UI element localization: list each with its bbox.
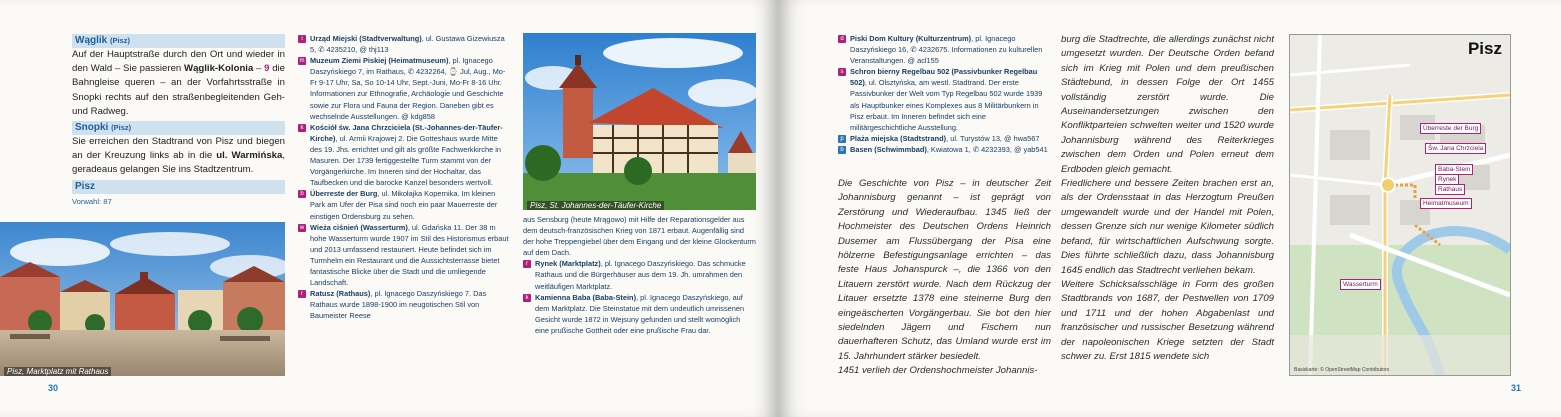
poi-category-icon: b — [298, 190, 306, 198]
poi-name: Basen (Schwimmbad) — [850, 144, 927, 154]
photo-caption: Pisz, St. Johannes-der-Täufer-Kirche — [527, 201, 664, 210]
poi-description: , pl. Ignacego Daszyńskiego 7. Das Rathaus wurde 1898-1900 im neugotischen Stil von Baumeister Reese — [310, 289, 487, 321]
page-number-right: 31 — [1510, 383, 1521, 393]
poi-name: Plaża miejska (Stadtstrand) — [850, 133, 947, 143]
heading-sub: (Pisz) — [110, 36, 131, 45]
section-heading-snopki — [72, 121, 285, 135]
route-marker-number: 9 — [264, 63, 270, 75]
section-heading-waglik — [72, 34, 285, 48]
heading-sub: (Pisz) — [111, 123, 132, 133]
photo-church — [523, 33, 756, 210]
map-label-heimatmuseum: Heimatmuseum — [1420, 198, 1472, 209]
poi-description: , pl. Ignacego Daszyńskiego. Das schmucke Rathaus und die Bürgerhäuser aus dem 19. Jh. umrahmen den weitläufigen Marktplatz. — [535, 259, 746, 291]
poi-description: , ul. Armii Krajowej 2. Die Gotteshaus wurde Mitte des 19. Jhs. errichtet und gilt als größte Fachwerkkirche in Masuren. Der 1739 fertiggestellte Turm stammt von der Vorgängerkirche. Im Inneren sind der Hochaltar, das Taufbecken und die barocke Kanzel besonders wertvoll. — [310, 133, 502, 188]
poi-description: , ul. Turystów 13, @ hwa567 — [946, 133, 1040, 143]
poi-description: , ul. Mikołajka Kopernika. Im kleinen Park am Ufer der Pisa sind noch ein paar Mauerreste der einstigen Ordensburg zu sehen. — [310, 189, 498, 221]
poi-entry — [523, 258, 756, 291]
text: die Bahngleise queren – an der Vorfahrtsstraße in Snopki rechts auf den straßenbegleitenden Geh- und Radweg. — [72, 63, 286, 117]
city-map — [1289, 34, 1511, 376]
poi-category-icon: r — [523, 260, 531, 268]
poi-name: Kościół św. Jana Chrzciciela (St.-Johannes-der-Täufer-Kirche) — [310, 122, 503, 143]
poi-continuation: aus Sensburg (heute Mrągowo) mit Hilfe der Reparationsgelder aus dem deutsch-französischen Krieg von 1871 erbaut. Augenfällig sind der hohe Treppengiebel über dem Eingang und der kleine Glockenturm auf dem Dach. — [523, 215, 756, 258]
poi-name: Kamienna Baba (Baba-Stein) — [535, 292, 637, 302]
photo-market-square — [0, 222, 285, 376]
poi-name: Piski Dom Kultury (Kulturzentrum) — [850, 34, 972, 43]
map-label-rathaus: Rathaus — [1435, 184, 1465, 195]
poi-description: , pl. Ignacego Daszyńskiego 7, im Rathaus, ✆ 4232264, ⌚ Jul, Aug., Mo-Fr 9-17 Uhr, Sa, So 10-14 Uhr, Sept.-Juni, Mo-Fr 8-16 Uhr. Informationen zur Ethnografie, Archäologie und Geschichte sowie zur Flora und Fauna der Region. Daneben gibt es wechselnde Ausstellungen. @ kdg858 — [310, 56, 506, 121]
map-title: Pisz — [1467, 39, 1502, 58]
poi-category-icon: i — [298, 35, 306, 43]
text: – — [253, 63, 265, 75]
poi-category-icon: r — [298, 290, 306, 298]
place-name: Wąglik-Kolonia — [184, 63, 254, 75]
poi-category-icon: k — [523, 294, 531, 302]
history-paragraph: Weitere Schicksalsschläge in Form des großen Stadtbrands von 1687, der Pestwellen von 1709 und 1711 und der hohen Abgabenlast und französischer und russischer Besetzung während der napoleonischen Kriege setzten der Stadt schwer zu. Erst 1815 wendete sich — [1061, 278, 1274, 362]
poi-entry — [298, 188, 510, 221]
poi-description: , ul. Gustawa Gizewiusza 5, ✆ 4235210, @ thj113 — [310, 34, 505, 55]
text: Auf der Hauptstraße durch den Ort und wieder in den Wald – Sie passieren — [72, 49, 285, 75]
poi-category-icon: w — [299, 224, 305, 231]
left-page — [0, 0, 778, 417]
poi-list-b-items — [523, 258, 756, 336]
poi-list-right — [838, 33, 1050, 155]
poi-category-icon: s — [838, 68, 846, 76]
map-label-wasserturm: Wasserturm — [1340, 279, 1381, 290]
heading-text: Wąglik — [75, 35, 108, 46]
map-label-church: Św. Jana Chrzciela — [1425, 143, 1486, 154]
poi-category-icon: m — [299, 58, 305, 65]
history-paragraph: 1451 verlieh der Ordenshochmeister Johannis- — [838, 365, 1038, 377]
photo-caption: Pisz, Marktplatz mit Rathaus — [4, 367, 111, 376]
poi-name: Muzeum Ziemi Piskiej (Heimatmuseum) — [310, 56, 449, 66]
section-heading-pisz — [72, 180, 285, 194]
poi-category-icon: k — [298, 124, 306, 132]
map-credit: Basiskarte: © OpenStreetMap Contributors — [1294, 367, 1390, 373]
route-description — [72, 32, 285, 209]
snopki-paragraph — [72, 135, 285, 178]
poi-name: Überreste der Burg — [310, 189, 378, 199]
waglik-paragraph — [72, 48, 285, 119]
poi-description: , ul. Olsztyńska, am westl. Stadtrand. Der erste Passivbunker der Welt vom Typ Regelbau 502 wurde 1939 als Hauptbunker eines Komplexes aus 8 Militärbunkern in Pisz erbaut. Im Inneren befindet sich eine militärgeschichtliche Ausstellung. — [850, 78, 1043, 132]
text: , geradeaus gelangen Sie ins Stadtzentrum. — [72, 150, 286, 176]
poi-name: Urząd Miejski (Stadtverwaltung) — [310, 34, 422, 43]
history-paragraph: Friedlichere und bessere Zeiten brachen erst an, als der Ordensstaat in das Herzogtum Preußen umgewandelt wurde und der Handel mit Polen, dessen Grenze sich nur wenige Kilometer südlich befand, für wirtschaftlichen Aufschwung sorgte. Dies führte schließlich dazu, dass Johannisburg 1645 endlich das Stadtrecht verliehen bekam. — [1061, 178, 1274, 276]
history-column-2 — [1061, 33, 1274, 364]
poi-entry — [298, 55, 510, 122]
poi-entry — [298, 222, 510, 289]
poi-entry — [838, 33, 1050, 66]
history-paragraph: burg die Stadtrechte, die allerdings zunächst nicht umgesetzt wurden. Der Deutsche Orden befand sich im Krieg mit Polen und dem preußischen Städtebund, in dessen Folge der Ort 1455 vollständig zerstört wurde. Die Auseinandersetzungen zwischen den Konfliktparteien schwelten weiter und 1520 wurde Johannisburg während des Reiterkrieges zwischen dem Orden und Polen erneut dem Erdboden gleich gemacht. — [1061, 34, 1274, 175]
map-graphic — [1290, 35, 1510, 375]
map-label-baba-stein: Baba-Stein — [1435, 164, 1473, 175]
poi-name: Schron bierny Regelbau 502 (Passivbunker Regelbau 502) — [850, 67, 1038, 88]
map-label-castle: Überreste der Burg — [1420, 123, 1481, 134]
poi-entry — [838, 133, 1050, 144]
poi-category-icon: d — [838, 35, 846, 43]
poi-entry — [298, 33, 510, 55]
poi-list-a — [298, 33, 510, 321]
poi-category-icon: p — [838, 135, 846, 143]
poi-entry — [523, 292, 756, 336]
poi-name: Ratusz (Rathaus) — [310, 289, 371, 299]
poi-category-icon: b — [838, 146, 846, 154]
street-name: ul. Warmińska — [216, 150, 283, 162]
market-square-image — [0, 222, 285, 376]
poi-description: , pl. Ignacego Daszyńskiego, auf dem Marktplatz. Die Steinstatue mit dem undeutlich umrissenen Gesicht wurde 1872 in Wejsuny gefunden und stellt womöglich eine prußische Gottheit oder eine prußische Frau dar. — [535, 292, 745, 335]
history-paragraph: Die Geschichte von Pisz – in deutscher Zeit Johannisburg genannt – ist geprägt von Zerstörung und Wiederaufbau. 1345 ließ der Hochmeister des Deutschen Ordens Heinrich Dusemer am Flussübergang der Pisa eine hölzerne Befestigungsanlage errichten – das feste Haus Johanspurck –, die 1366 von den Litauern zerstört wurde. Nach dem Rückzug der Litauer ersetzte 1378 eine steinerne Burg den eingeäscherten Vorgängerbau. Sie bot den hier siedelnden Jägern und Fischern nun dauerhafteren Schutz, das Umland wurde erst im 15. Jahrhundert stärker besiedelt. — [838, 178, 1051, 362]
map-label-rynek: Rynek — [1435, 174, 1459, 185]
poi-description: , ul. Gdańska 11. Der 38 m hohe Wasserturm wurde 1907 im Stil des Historismus erbaut und 2013 umfassend restauriert. Heute befindet sich im Turmhelm ein Restaurant und die Aussichtsterrasse bietet fantastische Blicke über die Stadt und die umliegende Landschaft. — [310, 222, 509, 288]
poi-entry — [838, 144, 1050, 155]
history-column-1 — [838, 177, 1051, 379]
church-image — [523, 33, 756, 210]
poi-entry — [298, 288, 510, 321]
poi-name: Rynek (Marktplatz) — [535, 259, 601, 269]
poi-name: Wieża ciśnień (Wasserturm) — [310, 222, 408, 232]
poi-entry — [838, 66, 1050, 133]
heading-text: Pisz — [75, 180, 96, 192]
area-code-note: Vorwahl: 87 — [72, 196, 112, 206]
poi-description: , Kwiatowa 1, ✆ 4232393, @ yab541 — [926, 144, 1048, 154]
poi-list-b — [523, 214, 756, 336]
poi-description: , pl. Ignacego Daszyńskiego 16, ✆ 4232675. Informationen zu kulturellen Veranstaltungen. @ acl155 — [850, 34, 1043, 66]
page-number-left: 30 — [48, 383, 59, 393]
text: Sie erreichen den Stadtrand von Pisz und biegen an der Kreuzung links ab in die — [72, 136, 285, 162]
heading-text: Snopki — [75, 122, 109, 134]
poi-entry — [298, 122, 510, 189]
